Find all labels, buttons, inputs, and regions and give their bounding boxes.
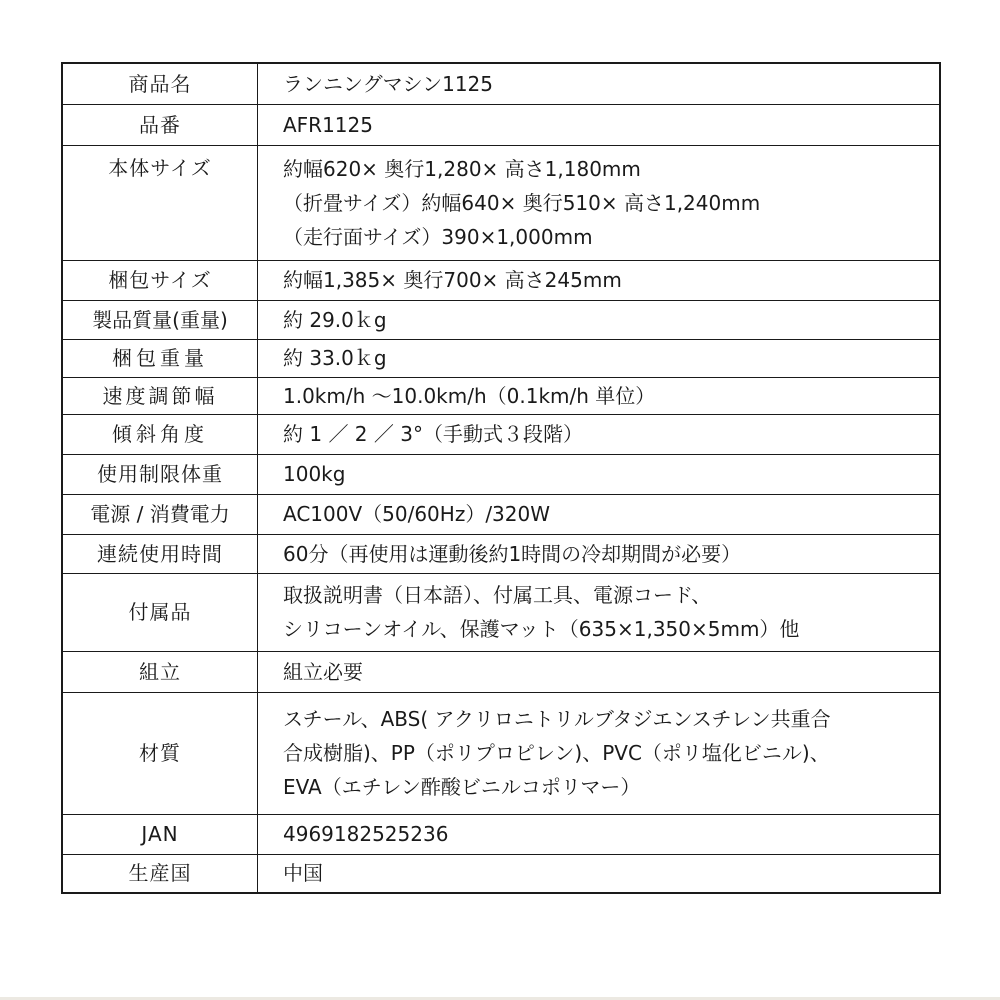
spec-value-line: スチール、ABS( アクリロニトリルブタジエンスチレン共重合 [283,707,831,731]
spec-value [258,300,941,339]
spec-value [258,377,941,414]
spec-value [258,494,941,534]
spec-row-package-weight [62,339,940,377]
spec-row-max-user-weight [62,454,940,494]
spec-value [258,573,941,651]
spec-row-incline [62,414,940,454]
spec-value [258,814,941,854]
spec-row-material [62,692,940,814]
spec-label: 傾斜角度 [62,414,258,454]
spec-value-line: 約 29.0ｋg [283,307,387,332]
spec-row-accessories [62,573,940,651]
spec-row-product-weight [62,300,940,339]
spec-row-jan [62,814,940,854]
spec-value [258,104,941,145]
spec-label: 品番 [62,104,258,145]
spec-value [258,260,941,300]
spec-label: 速度調節幅 [62,377,258,414]
spec-label: 製品質量(重量) [62,300,258,339]
spec-value-line: 合成樹脂)、PP（ポリプロピレン)、PVC（ポリ塩化ビニル)、 [283,741,830,765]
spec-value [258,454,941,494]
spec-row-continuous-use [62,534,940,573]
spec-value-line: （折畳サイズ）約幅640× 奥行510× 高さ1,240mm [283,190,761,215]
spec-label: 付属品 [62,573,258,651]
spec-row-product-name [62,63,940,104]
spec-value-line: AC100V（50/60Hz）/320W [283,502,551,526]
spec-value [258,414,941,454]
spec-value-line: 1.0km/h ～10.0km/h（0.1km/h 単位） [283,383,656,408]
spec-label: 梱包サイズ [62,260,258,300]
spec-value-line: 60分（再使用は運動後約1時間の冷却期間が必要） [283,541,742,566]
spec-value [258,145,941,260]
spec-value-line: AFR1125 [283,112,373,137]
spec-value-line: シリコーンオイル、保護マット（635×1,350×5mm）他 [283,617,800,641]
spec-label: 梱包重量 [62,339,258,377]
spec-row-model-number [62,104,940,145]
spec-value [258,534,941,573]
spec-label: 材質 [62,692,258,814]
spec-label: 生産国 [62,854,258,893]
spec-value-line: 約 33.0ｋg [283,346,387,370]
spec-row-body-size [62,145,940,260]
spec-value-line: 4969182525236 [283,822,449,846]
spec-label: 組立 [62,651,258,692]
spec-row-assembly [62,651,940,692]
spec-label: 電源 / 消費電力 [62,494,258,534]
spec-value-line: 100kg [283,462,346,486]
spec-value [258,854,941,893]
spec-label: 商品名 [62,63,258,104]
spec-value [258,692,941,814]
spec-value [258,339,941,377]
spec-value-line: 取扱説明書（日本語）、付属工具、電源コード、 [283,583,712,607]
spec-value [258,63,941,104]
spec-value-line: （走行面サイズ）390×1,000mm [283,224,593,249]
spec-label: JAN [62,814,258,854]
spec-value-line: EVA（エチレン酢酸ビニルコポリマー） [283,775,641,799]
spec-value-line: ランニングマシン1125 [283,71,493,96]
spec-value-line: 約 1 ／ 2 ／ 3°（手動式３段階） [283,422,583,446]
spec-value-line: 中国 [283,861,323,886]
spec-label: 本体サイズ [62,145,258,260]
spec-row-speed-range [62,377,940,414]
spec-value-line: 組立必要 [283,659,363,684]
spec-row-country [62,854,940,893]
spec-table [61,62,941,894]
spec-label: 連続使用時間 [62,534,258,573]
spec-row-package-size [62,260,940,300]
spec-label: 使用制限体重 [62,454,258,494]
spec-row-power [62,494,940,534]
spec-value-line: 約幅620× 奥行1,280× 高さ1,180mm [283,156,641,181]
spec-value [258,651,941,692]
spec-value-line: 約幅1,385× 奥行700× 高さ245mm [283,268,622,292]
